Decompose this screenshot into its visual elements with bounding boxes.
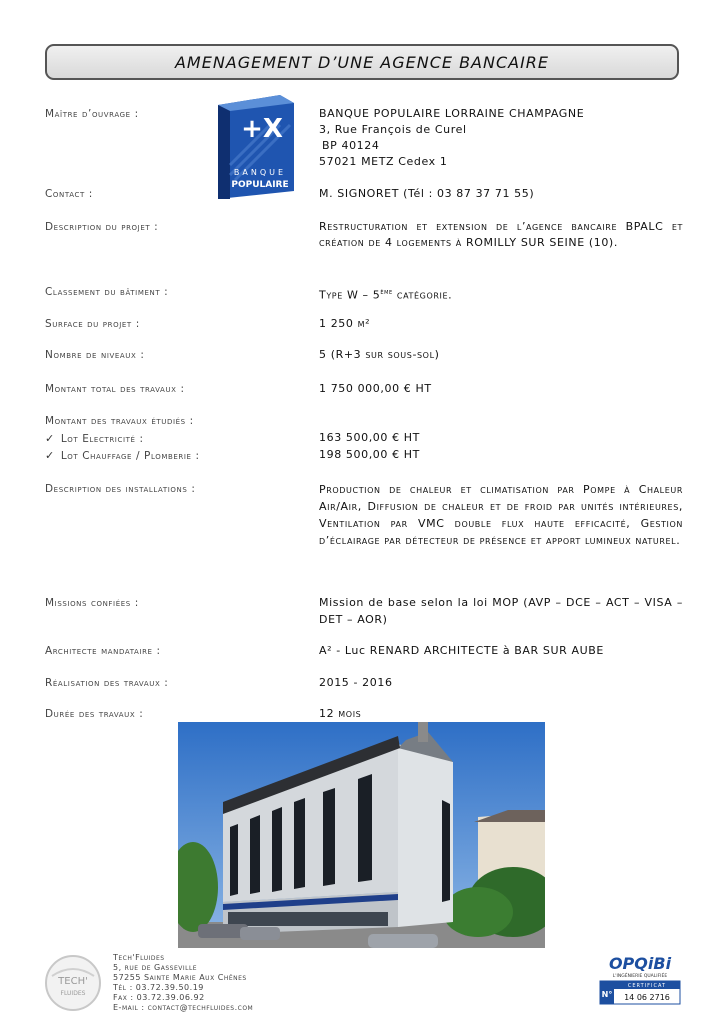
building-photo <box>178 722 545 948</box>
label-surface: Surface du projet : <box>45 318 140 330</box>
contact-value: M. SIGNORET (Tél : 03 87 37 71 55) <box>319 187 535 200</box>
description-value: Restructuration et extension de l’agence bancaire BPALC et création de 4 logements à ROMILLY SUR SEINE (10). <box>319 220 683 249</box>
logo-mark: +X <box>241 114 283 144</box>
label-montant-etudies: Montant des travaux étudiés : <box>45 415 194 427</box>
techfluides-logo <box>44 954 102 1012</box>
realisation-value: 2015 - 2016 <box>319 676 393 689</box>
client-address-1: 3, Rue François de Curel <box>319 123 467 136</box>
opqibi-number: 14 06 2716 <box>624 993 670 1002</box>
niveaux-value: 5 (R+3 sur sous-sol) <box>319 348 440 361</box>
checkmark-icon: ✓ <box>45 432 55 445</box>
lot-chauffage: ✓ Lot Chauffage / Plomberie : <box>45 449 200 462</box>
footer-tel: Tél : 03.72.39.50.19 <box>113 983 204 992</box>
classement-value: Type W – 5ème catégorie. <box>319 288 453 302</box>
surface-value: 1 250 m² <box>319 317 371 330</box>
label-niveaux: Nombre de niveaux : <box>45 349 145 361</box>
logo-tech: TECH' <box>58 976 88 987</box>
opqibi-cert-label: CERTIFICAT <box>627 983 667 989</box>
footer-company: Tech'Fluides <box>113 953 165 962</box>
label-installations: Description des installations : <box>45 483 196 495</box>
label-architecte: Architecte mandataire : <box>45 645 161 657</box>
footer-address-1: 5, rue de Gasseville <box>113 963 198 972</box>
logo-fluides: FLUIDES <box>60 990 86 997</box>
label-duree: Durée des travaux : <box>45 708 144 720</box>
label-missions: Missions confiées : <box>45 597 139 609</box>
label-maitre-ouvrage: Maître d’ouvrage : <box>45 108 139 120</box>
lot-electricite: ✓ Lot Electricité : <box>45 432 144 445</box>
client-address-3: 57021 METZ Cedex 1 <box>319 155 448 168</box>
label-realisation: Réalisation des travaux : <box>45 677 169 689</box>
installations-value: Production de chaleur et climatisation par Pompe à Chaleur Air/Air, Diffusion de chaleur et de froid par unités intérieures, Ventilation par VMC double flux haute efficacité, Gestion d’éclairage par détecteur de présence et apport lumineux naturel. <box>319 483 683 547</box>
footer-email[interactable]: E-mail : contact@techfluides.com <box>113 1003 254 1012</box>
logo-text-1: BANQUE <box>233 168 287 177</box>
duree-value: 12 mois <box>319 707 362 720</box>
label-contact: Contact : <box>45 188 93 200</box>
lot-electricite-value: 163 500,00 € HT <box>319 431 420 444</box>
lot-chauffage-value: 198 500,00 € HT <box>319 448 420 461</box>
footer-address-2: 57255 Sainte Marie Aux Chênes <box>113 973 247 982</box>
label-montant-total: Montant total des travaux : <box>45 383 185 395</box>
architecte-value: A² - Luc RENARD ARCHITECTE à BAR SUR AUBE <box>319 644 604 657</box>
label-description: Description du projet : <box>45 221 159 233</box>
opqibi-brand: OPQiBi <box>608 954 672 973</box>
montant-total-value: 1 750 000,00 € HT <box>319 382 432 395</box>
opqibi-certificate-logo <box>598 953 682 1006</box>
logo-text-2: POPULAIRE <box>231 180 289 190</box>
opqibi-n: N° <box>601 990 613 999</box>
missions-value: Mission de base selon la loi MOP (AVP – DCE – ACT – VISA – DET – AOR) <box>319 596 683 626</box>
checkmark-icon: ✓ <box>45 449 55 462</box>
page-title: AMENAGEMENT D’UNE AGENCE BANCAIRE <box>45 44 679 80</box>
opqibi-tagline: L'INGÉNIERIE QUALIFIÉE <box>612 974 668 979</box>
footer-contact <box>113 953 253 1013</box>
client-name: BANQUE POPULAIRE LORRAINE CHAMPAGNE <box>319 107 585 120</box>
client-address-2: BP 40124 <box>322 139 380 152</box>
banque-populaire-logo <box>210 95 294 199</box>
label-classement: Classement du bâtiment : <box>45 286 169 298</box>
footer-fax: Fax : 03.72.39.06.92 <box>113 993 205 1002</box>
